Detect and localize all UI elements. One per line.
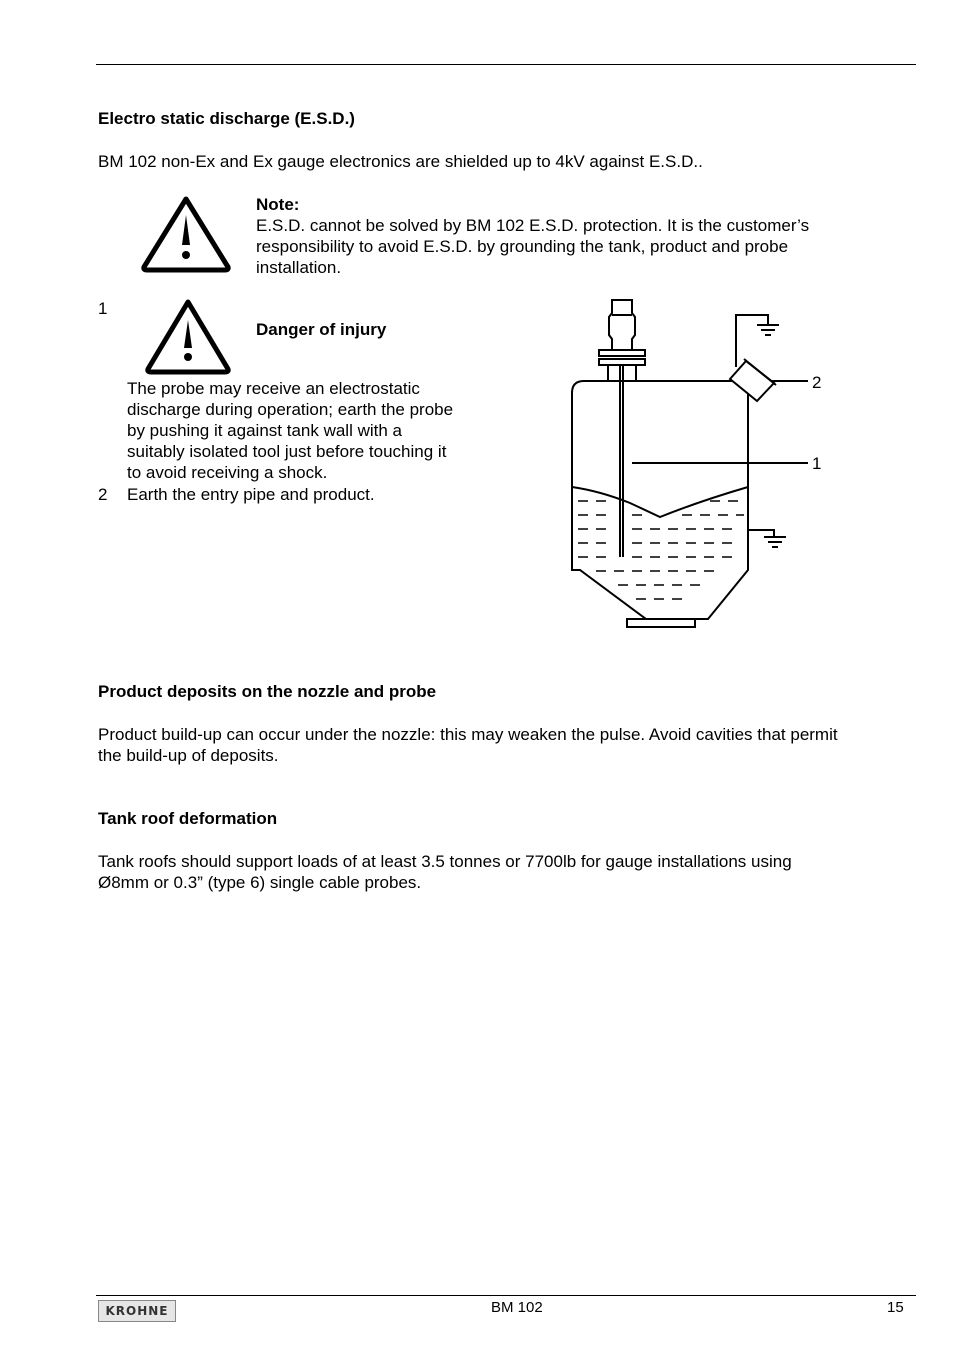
warning-icon (140, 195, 232, 273)
esd-intro: BM 102 non-Ex and Ex gauge electronics are shielded up to 4kV against E.S.D.. (98, 152, 703, 171)
deposits-heading: Product deposits on the nozzle and probe (98, 682, 437, 701)
danger-title: Danger of injury (256, 320, 387, 339)
footer-product: BM 102 (491, 1299, 543, 1316)
item-1-text-line: by pushing it against tank wall with a (127, 421, 402, 440)
krohne-logo-text: KROHNE (105, 1304, 169, 1318)
deposits-text-line: the build-up of deposits. (98, 746, 279, 765)
page-number: 15 (887, 1299, 904, 1316)
esd-heading: Electro static discharge (E.S.D.) (98, 109, 355, 128)
header-rule (96, 64, 916, 65)
item-1-text-line: discharge during operation; earth the probe (127, 400, 454, 419)
note-text-line: E.S.D. cannot be solved by BM 102 E.S.D. protection. It is the customer’s (256, 216, 810, 235)
tank-grounding-diagram (560, 295, 840, 640)
warning-icon (144, 298, 232, 376)
note-text-line: responsibility to avoid E.S.D. by grounding the tank, product and probe (256, 237, 789, 256)
roof-heading: Tank roof deformation (98, 809, 278, 828)
note-text-line: installation. (256, 258, 342, 277)
figure-label-1: 1 (812, 454, 822, 473)
roof-text-line: Ø8mm or 0.3” (type 6) single cable probes. (98, 873, 422, 892)
item-1-number: 1 (98, 299, 108, 318)
footer-rule (96, 1295, 916, 1296)
item-1-text-line: to avoid receiving a shock. (127, 463, 328, 482)
item-1-text-line: The probe may receive an electrostatic (127, 379, 420, 398)
deposits-text-line: Product build-up can occur under the nozzle: this may weaken the pulse. Avoid cavities that permit (98, 725, 838, 744)
item-2-text: Earth the entry pipe and product. (127, 485, 375, 504)
figure-label-2: 2 (812, 373, 822, 392)
item-2-number: 2 (98, 485, 108, 504)
roof-text-line: Tank roofs should support loads of at least 3.5 tonnes or 7700lb for gauge installations using (98, 852, 792, 871)
item-1-text-line: suitably isolated tool just before touching it (127, 442, 447, 461)
krohne-logo (98, 1300, 176, 1322)
note-title: Note: (256, 195, 300, 214)
